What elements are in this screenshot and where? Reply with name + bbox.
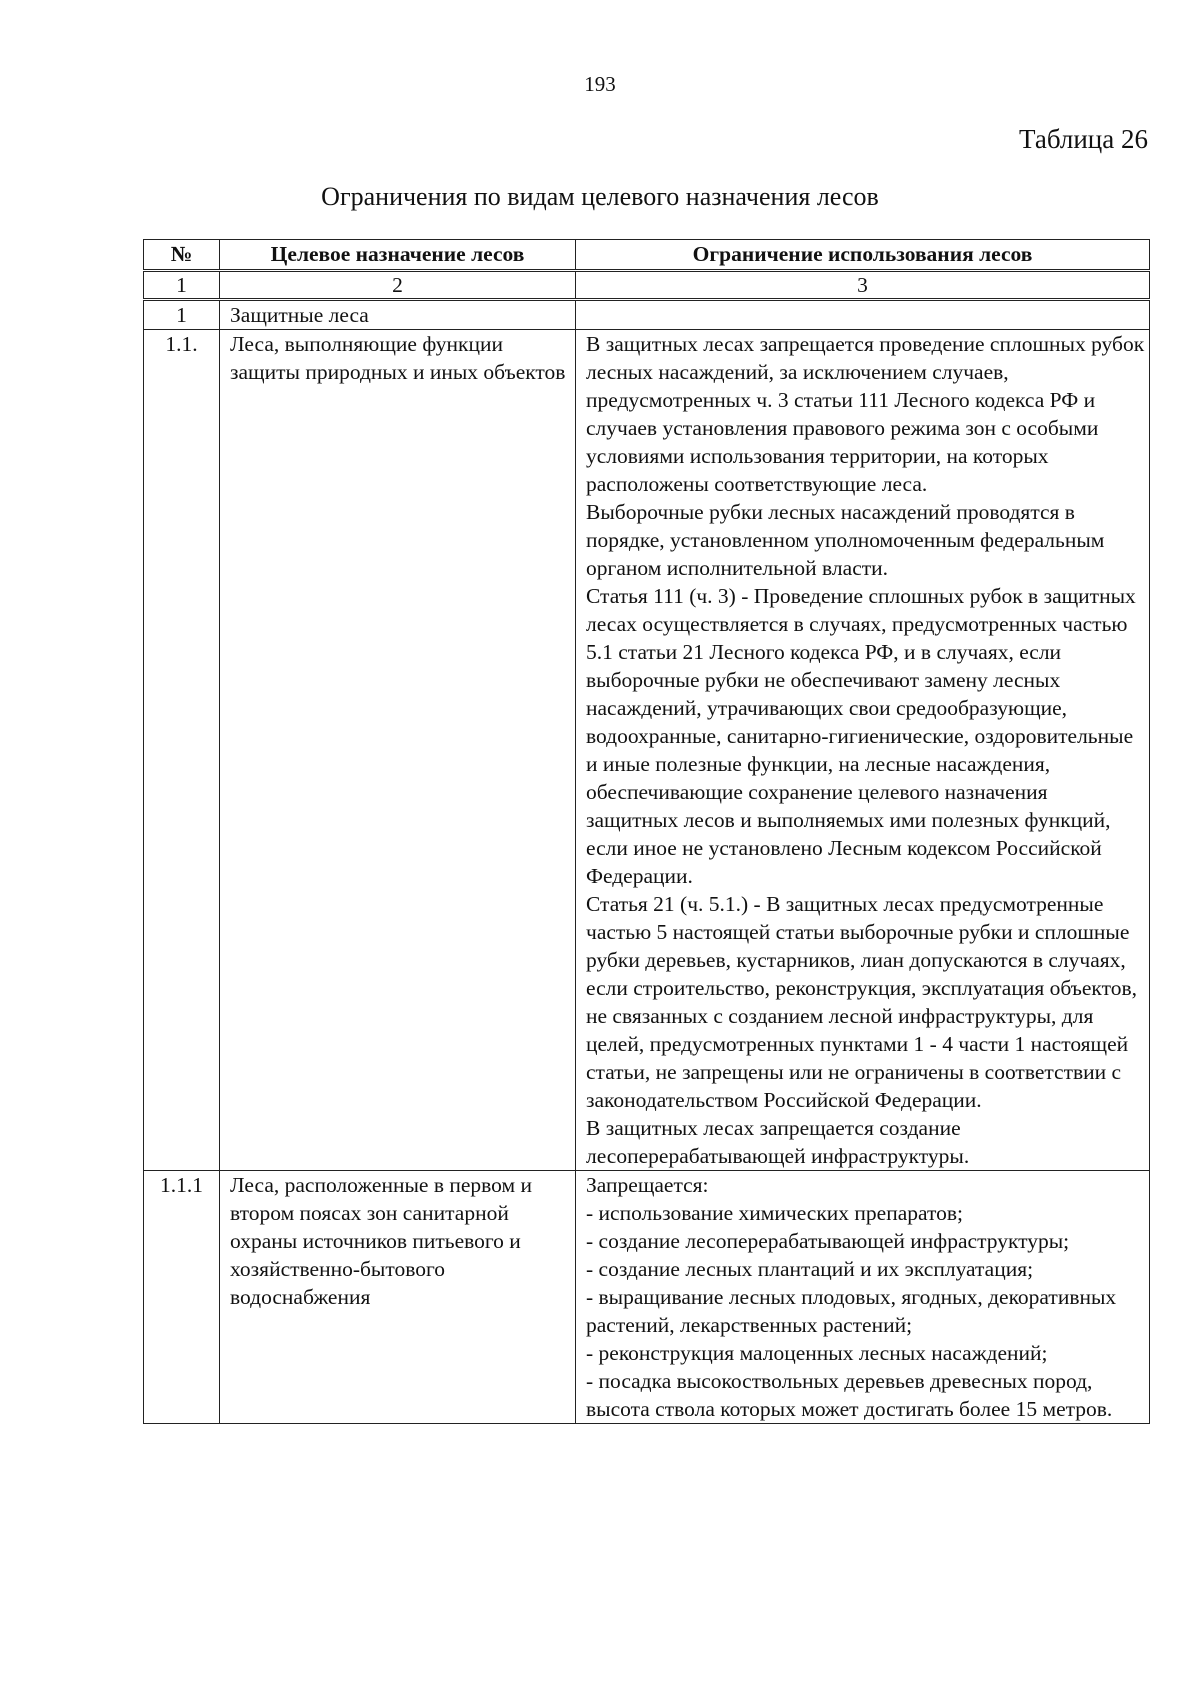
restriction-paragraph: Статья 111 (ч. 3) - Проведение сплошных рубок в защитных лесах осуществляется в случаях, предусмотренных частью 5.1 статьи 21 Лесного кодекса РФ, и в случаях, если выборочные рубки не обеспечивают замену лесных насаждений, утрачивающих свои средообразующие, водоохранные, санитарно-гигиенические, оздоровительные и иные полезные функции, на лесные насаждения, обеспечивающие сохранение целевого назначения защитных лесов и выполняемых ими полезных функций, если иное не установлено Лесным кодексом Российской Федерации. [586, 584, 1136, 888]
restriction-paragraph: В защитных лесах запрещается проведение сплошных рубок лесных насаждений, за исключением случаев, предусмотренных ч. 3 статьи 111 Лесного кодекса РФ и случаев установления правового режима зон с особыми условиями использования территории, на которых расположены соответствующие леса. [586, 332, 1145, 496]
table-row [144, 330, 1150, 1171]
restriction-paragraph: В защитных лесах запрещается создание лесоперерабатывающей инфраструктуры. [586, 1116, 970, 1168]
column-number-row [144, 271, 1150, 300]
row-restriction [576, 330, 1150, 1171]
header-number: № [144, 240, 220, 271]
restriction-list-item: - создание лесоперерабатывающей инфраструктуры; [586, 1229, 1070, 1253]
column-number-1: 1 [144, 271, 220, 300]
table-row [144, 1171, 1150, 1424]
header-purpose: Целевое назначение лесов [220, 240, 576, 271]
row-purpose: Леса, расположенные в первом и втором поясах зон санитарной охраны источников питьевого и хозяйственно-бытового водоснабжения [220, 1171, 576, 1424]
row-purpose: Защитные леса [220, 300, 576, 330]
restriction-list-item: - посадка высокоствольных деревьев древесных пород, высота ствола которых может достигать более 15 метров. [586, 1369, 1113, 1421]
restriction-paragraph: Выборочные рубки лесных насаждений проводятся в порядке, установленном уполномоченным федеральным органом исполнительной власти. [586, 500, 1105, 580]
column-number-2: 2 [220, 271, 576, 300]
restriction-list-item: - реконструкция малоценных лесных насаждений; [586, 1341, 1048, 1365]
page-title: Ограничения по видам целевого назначения лесов [321, 182, 879, 211]
table-header-row [144, 240, 1150, 271]
row-number: 1 [144, 300, 220, 330]
table-label: Таблица 26 [1019, 124, 1148, 154]
row-number: 1.1. [144, 330, 220, 1171]
table-row [144, 300, 1150, 330]
restriction-list-item: - выращивание лесных плодовых, ягодных, декоративных растений, лекарственных растений; [586, 1285, 1117, 1337]
row-purpose: Леса, выполняющие функции защиты природных и иных объектов [220, 330, 576, 1171]
column-number-3: 3 [576, 271, 1150, 300]
restrictions-table [143, 239, 1150, 1424]
restriction-paragraph: Статья 21 (ч. 5.1.) - В защитных лесах предусмотренные частью 5 настоящей статьи выборочные рубки и сплошные рубки деревьев, кустарников, лиан допускаются в случаях, если строительство, реконструкция, эксплуатация объектов, не связанных с созданием лесной инфраструктуры, для целей, предусмотренных пунктами 1 - 4 части 1 настоящей статьи, не запрещены или не ограничены в соответствии с законодательством Российской Федерации. [586, 892, 1137, 1112]
restriction-paragraph: Запрещается: [586, 1173, 709, 1197]
row-number: 1.1.1 [144, 1171, 220, 1424]
row-restriction [576, 1171, 1150, 1424]
restriction-list-item: - использование химических препаратов; [586, 1201, 963, 1225]
header-restriction: Ограничение использования лесов [576, 240, 1150, 271]
restriction-list-item: - создание лесных плантаций и их эксплуатация; [586, 1257, 1034, 1281]
row-restriction [576, 300, 1150, 330]
page-number: 193 [584, 72, 616, 96]
